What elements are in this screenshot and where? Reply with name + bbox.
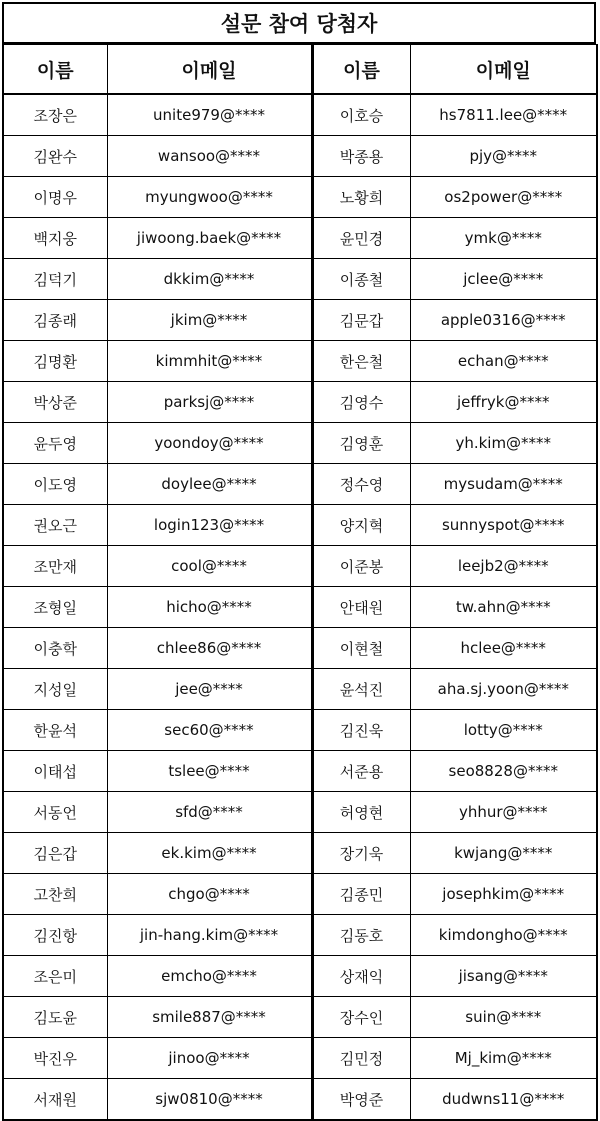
name-cell: 이충학 [3,628,107,669]
email-cell: ymk@**** [410,218,597,259]
name-cell: 김동호 [312,915,410,956]
name-cell: 조형일 [3,587,107,628]
name-cell: 이도영 [3,464,107,505]
winners-table [2,44,598,1121]
name-cell: 서재원 [3,1079,107,1121]
name-cell: 상재익 [312,956,410,997]
email-cell: dkkim@**** [107,259,312,300]
email-cell: yh.kim@**** [410,423,597,464]
name-cell: 한은철 [312,341,410,382]
email-cell: tw.ahn@**** [410,587,597,628]
name-cell: 서준용 [312,751,410,792]
header-email-right: 이메일 [410,45,597,95]
table-row [3,587,597,628]
name-cell: 조은미 [3,956,107,997]
email-cell: sfd@**** [107,792,312,833]
table-row [3,546,597,587]
table-row [3,669,597,710]
name-cell: 박종용 [312,136,410,177]
name-cell: 박영준 [312,1079,410,1121]
name-cell: 권오근 [3,505,107,546]
email-cell: ek.kim@**** [107,833,312,874]
table-row [3,1079,597,1121]
email-cell: hs7811.lee@**** [410,94,597,136]
email-cell: dudwns11@**** [410,1079,597,1121]
email-cell: yoondoy@**** [107,423,312,464]
table-row [3,1038,597,1079]
email-cell: parksj@**** [107,382,312,423]
name-cell: 한윤석 [3,710,107,751]
name-cell: 이종철 [312,259,410,300]
name-cell: 노황희 [312,177,410,218]
table-row [3,341,597,382]
table-row [3,792,597,833]
table-row [3,997,597,1038]
email-cell: hicho@**** [107,587,312,628]
email-cell: emcho@**** [107,956,312,997]
name-cell: 안태원 [312,587,410,628]
email-cell: doylee@**** [107,464,312,505]
email-cell: sunnyspot@**** [410,505,597,546]
email-cell: jclee@**** [410,259,597,300]
table-row [3,956,597,997]
email-cell: pjy@**** [410,136,597,177]
table-row [3,751,597,792]
email-cell: tslee@**** [107,751,312,792]
table-row [3,218,597,259]
email-cell: cool@**** [107,546,312,587]
header-name-left: 이름 [3,45,107,95]
name-cell: 윤민경 [312,218,410,259]
name-cell: 김덕기 [3,259,107,300]
name-cell: 정수영 [312,464,410,505]
email-cell: chlee86@**** [107,628,312,669]
table-row [3,833,597,874]
email-cell: mysudam@**** [410,464,597,505]
email-cell: josephkim@**** [410,874,597,915]
name-cell: 김완수 [3,136,107,177]
email-cell: apple0316@**** [410,300,597,341]
table-row [3,505,597,546]
email-cell: unite979@**** [107,94,312,136]
name-cell: 이호승 [312,94,410,136]
table-row [3,94,597,136]
email-cell: hclee@**** [410,628,597,669]
table-row [3,874,597,915]
email-cell: sjw0810@**** [107,1079,312,1121]
email-cell: jisang@**** [410,956,597,997]
email-cell: leejb2@**** [410,546,597,587]
email-cell: sec60@**** [107,710,312,751]
table-row [3,177,597,218]
email-cell: os2power@**** [410,177,597,218]
name-cell: 김은갑 [3,833,107,874]
email-cell: Mj_kim@**** [410,1038,597,1079]
table-row [3,259,597,300]
email-cell: wansoo@**** [107,136,312,177]
name-cell: 장기욱 [312,833,410,874]
name-cell: 이명우 [3,177,107,218]
email-cell: seo8828@**** [410,751,597,792]
email-cell: yhhur@**** [410,792,597,833]
header-email-left: 이메일 [107,45,312,95]
table-row [3,423,597,464]
email-cell: jin-hang.kim@**** [107,915,312,956]
name-cell: 양지혁 [312,505,410,546]
name-cell: 조장은 [3,94,107,136]
email-cell: jiwoong.baek@**** [107,218,312,259]
table-row [3,382,597,423]
name-cell: 김민정 [312,1038,410,1079]
email-cell: kimdongho@**** [410,915,597,956]
name-cell: 박진우 [3,1038,107,1079]
email-cell: chgo@**** [107,874,312,915]
email-cell: smile887@**** [107,997,312,1038]
table-row [3,710,597,751]
email-cell: echan@**** [410,341,597,382]
name-cell: 장수인 [312,997,410,1038]
name-cell: 윤두영 [3,423,107,464]
name-cell: 고찬희 [3,874,107,915]
name-cell: 김명환 [3,341,107,382]
winners-table-body [3,94,597,1120]
name-cell: 김진욱 [312,710,410,751]
name-cell: 박상준 [3,382,107,423]
name-cell: 김진항 [3,915,107,956]
name-cell: 김종래 [3,300,107,341]
name-cell: 이태섭 [3,751,107,792]
email-cell: myungwoo@**** [107,177,312,218]
name-cell: 김영수 [312,382,410,423]
email-cell: jee@**** [107,669,312,710]
email-cell: suin@**** [410,997,597,1038]
name-cell: 서동언 [3,792,107,833]
header-row [3,45,597,95]
email-cell: jeffryk@**** [410,382,597,423]
name-cell: 이준봉 [312,546,410,587]
email-cell: kwjang@**** [410,833,597,874]
table-row [3,464,597,505]
name-cell: 김문갑 [312,300,410,341]
email-cell: jkim@**** [107,300,312,341]
header-name-right: 이름 [312,45,410,95]
name-cell: 이현철 [312,628,410,669]
page-title: 설문 참여 당첨자 [2,2,596,44]
name-cell: 백지웅 [3,218,107,259]
table-row [3,915,597,956]
table-row [3,628,597,669]
name-cell: 조만재 [3,546,107,587]
name-cell: 지성일 [3,669,107,710]
email-cell: jinoo@**** [107,1038,312,1079]
name-cell: 김도윤 [3,997,107,1038]
name-cell: 윤석진 [312,669,410,710]
name-cell: 김종민 [312,874,410,915]
name-cell: 김영훈 [312,423,410,464]
table-row [3,300,597,341]
email-cell: aha.sj.yoon@**** [410,669,597,710]
email-cell: login123@**** [107,505,312,546]
name-cell: 허영현 [312,792,410,833]
email-cell: lotty@**** [410,710,597,751]
table-row [3,136,597,177]
email-cell: kimmhit@**** [107,341,312,382]
